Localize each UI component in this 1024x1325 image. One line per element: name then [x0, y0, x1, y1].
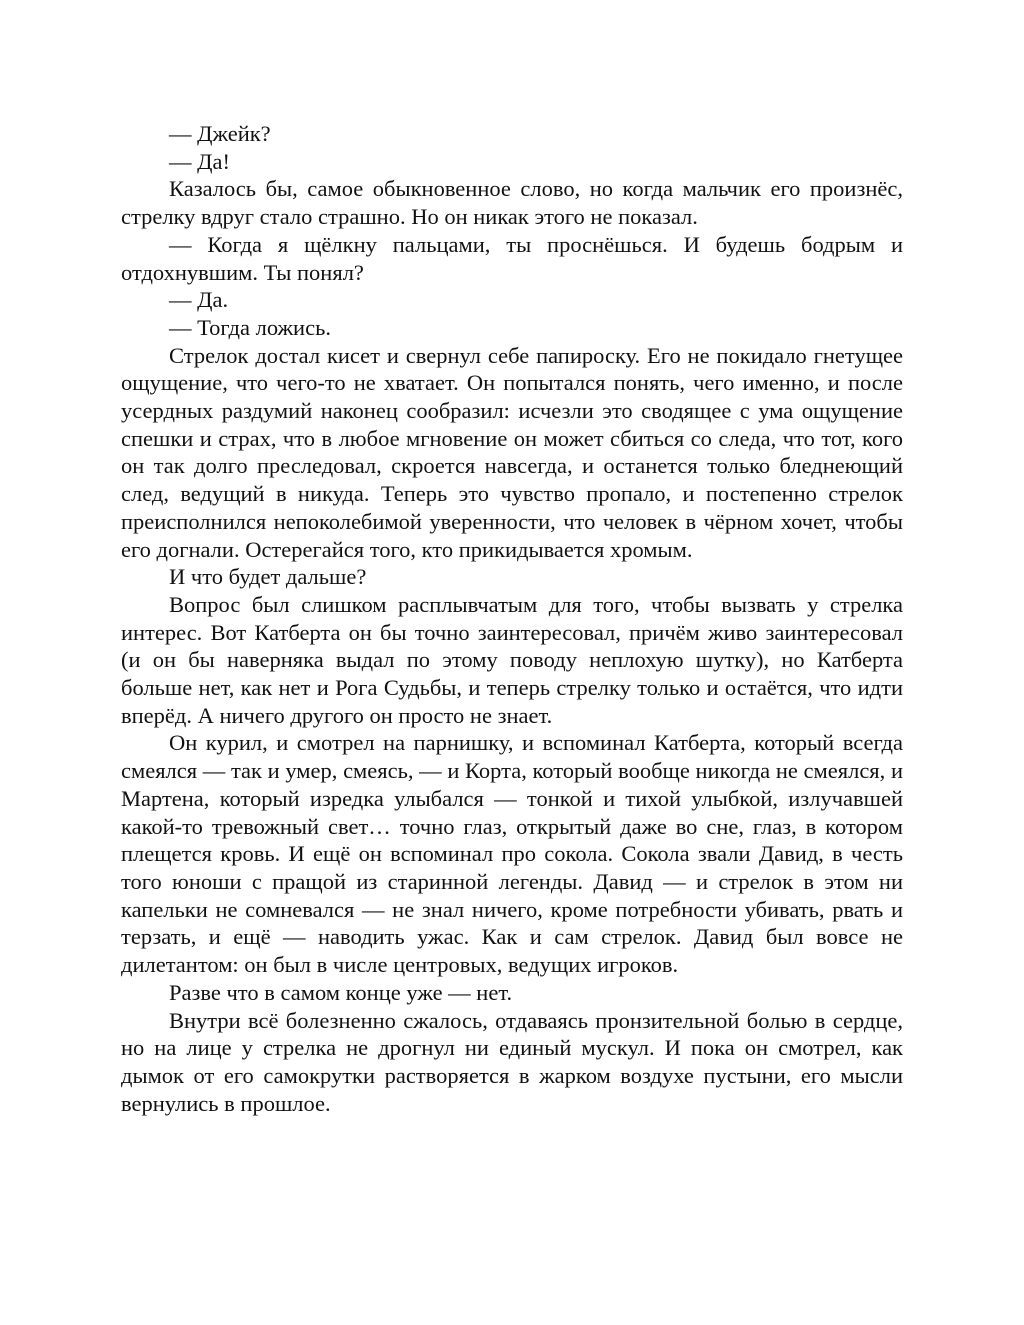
document-page — [121, 120, 903, 1117]
dialogue-line: — Да! — [169, 148, 230, 174]
paragraph: Разве что в самом конце уже — нет. — [169, 979, 513, 1005]
dialogue-line: — Да. — [169, 287, 229, 313]
dialogue-line: — Когда я щёлкну пальцами, ты проснёшься. И будешь бодрым и отдохнувшим. Ты понял? — [121, 231, 903, 285]
paragraph: Он курил, и смотрел на парнишку, и вспоминал Катберта, который всегда смеялся — так и умер, смеясь, — и Корта, который вообще никогда не смеялся, и Мартена, который изредка улыбался — тонкой и тихой улыбкой, излучавшей какой-то тревожный свет… точно глаз, открытый даже во сне, глаз, в котором плещется кровь. И ещё он вспоминал про сокола. Сокола звали Давид, в честь того юноши с пращой из старинной легенды. Давид — и стрелок в этом ни капельки не сомневался — не знал ничего, кроме потребности убивать, рвать и терзать, и ещё — наводить ужас. Как и сам стрелок. Давид был вовсе не дилетантом: он был в числе центровых, ведущих игроков. — [121, 730, 903, 978]
dialogue-line: — Джейк? — [169, 121, 271, 146]
paragraph: Вопрос был слишком расплывчатым для того, чтобы вызвать у стрелка интерес. Вот Катберта он бы точно заинтересовал, причём живо заинтересовал (и он бы наверняка выдал по этому поводу неплохую шутку), но Катберта больше нет, как нет и Рога Судьбы, и теперь стрелку только и остаётся, что идти вперёд. А ничего другого он просто не знает. — [121, 591, 903, 728]
dialogue-line: — Тогда ложись. — [169, 314, 331, 340]
paragraph: Казалось бы, самое обыкновенное слово, но когда мальчик его произнёс, стрелку вдруг стало страшно. Но он никак этого не показал. — [121, 176, 903, 230]
paragraph: Стрелок достал кисет и свернул себе папироску. Его не покидало гнетущее ощущение, что чего-то не хватает. Он попытался понять, чего именно, и после усердных раздумий наконец сообразил: исчезли это сводящее с ума ощущение спешки и страх, что в любое мгновение он может сбиться со следа, что тот, кого он так долго преследовал, скроется навсегда, и останется только бледнеющий след, ведущий в никуда. Теперь это чувство пропало, и постепенно стрелок преисполнился непоколебимой уверенности, что человек в чёрном хочет, чтобы его догнали. Остерегайся того, кто прикидывается хромым. — [121, 342, 903, 562]
paragraph: Внутри всё болезненно сжалось, отдаваясь пронзительной болью в сердце, но на лице у стрелка не дрогнул ни единый мускул. И пока он смотрел, как дымок от его самокрутки растворяется в жарком воздухе пустыни, его мысли вернулись в прошлое. — [121, 1007, 903, 1116]
paragraph: И что будет дальше? — [169, 564, 367, 590]
